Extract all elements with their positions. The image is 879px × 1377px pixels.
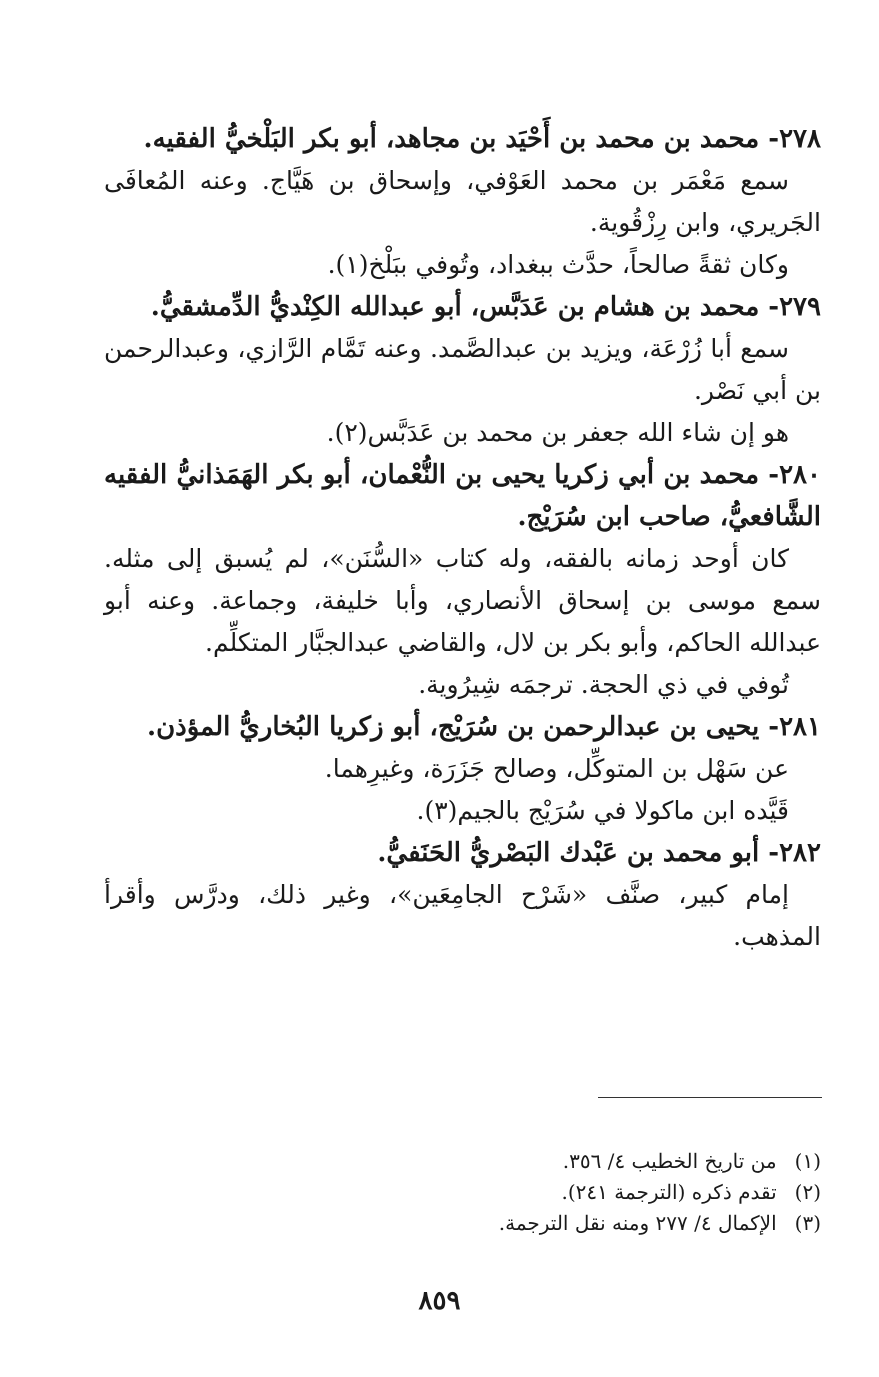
entry-paragraph: كان أوحد زمانه بالفقه، وله كتاب «السُّنَن»، لم يُسبق إلى مثله. سمع موسى بن إسحاق الأنصاري، وأبا خليفة، وجماعة. وعنه أبو عبدالله الحاكم، وأبو بكر بن لال، والقاضي عبدالجبَّار المتكلِّم. xyxy=(104,544,821,657)
footnote-number: (٢) xyxy=(794,1180,821,1204)
footnote-number: (٣) xyxy=(794,1211,821,1235)
biography-entry xyxy=(104,706,821,832)
entry-heading: ٢٨٠- محمد بن أبي زكريا يحيى بن النُّعْمان، أبو بكر الهَمَذانيُّ الفقيه الشَّافعيُّ، صاحب ابن سُرَيْج. xyxy=(104,460,821,532)
main-text xyxy=(104,118,821,958)
footnote xyxy=(104,1208,821,1239)
biography-entry xyxy=(104,832,821,958)
footnotes xyxy=(104,1146,821,1239)
entry-paragraph: تُوفي في ذي الحجة. ترجمَه شِيرُوية. xyxy=(418,670,789,699)
entry-heading: ٢٨١- يحيى بن عبدالرحمن بن سُرَيْج، أبو زكريا البُخاريُّ المؤذن. xyxy=(147,712,821,742)
entry-paragraph: سمع أبا زُرْعَة، ويزيد بن عبدالصَّمد. وعنه تَمَّام الرَّازي، وعبدالرحمن بن أبي نَصْر. xyxy=(104,334,821,405)
entry-heading: ٢٧٨- محمد بن محمد بن أَحْيَد بن مجاهد، أبو بكر البَلْخيُّ الفقيه. xyxy=(143,124,821,154)
footnote xyxy=(104,1177,821,1208)
entry-heading: ٢٧٩- محمد بن هشام بن عَدَبَّس، أبو عبدالله الكِنْديُّ الدِّمشقيُّ. xyxy=(150,292,821,322)
footnote-text: تقدم ذكره (الترجمة ٢٤١). xyxy=(561,1180,777,1204)
footnote-divider xyxy=(598,1097,822,1098)
entry-heading: ٢٨٢- أبو محمد بن عَبْدك البَصْريُّ الحَنَفيُّ. xyxy=(377,838,821,868)
footnote-number: (١) xyxy=(794,1149,821,1173)
entry-paragraph: سمع مَعْمَر بن محمد العَوْفي، وإسحاق بن هَيَّاج. وعنه المُعافَى الجَريري، وابن رِزْقُوية. xyxy=(104,166,821,237)
footnote-text: الإكمال ٤/ ٢٧٧ ومنه نقل الترجمة. xyxy=(498,1211,777,1235)
footnote-text: من تاريخ الخطيب ٤/ ٣٥٦. xyxy=(562,1149,777,1173)
biography-entry xyxy=(104,286,821,454)
page-number: ٨٥٩ xyxy=(418,1286,461,1316)
entry-paragraph: إمام كبير، صنَّف «شَرْح الجامِعَين»، وغير ذلك، ودرَّس وأقرأ المذهب. xyxy=(104,880,821,951)
biography-entry xyxy=(104,118,821,286)
entry-paragraph: قَيَّده ابن ماكولا في سُرَيْج بالجيم(٣). xyxy=(416,796,789,825)
entry-paragraph: عن سَهْل بن المتوكِّل، وصالح جَزَرَة، وغيرِهما. xyxy=(324,754,789,783)
biography-entry xyxy=(104,454,821,706)
footnote xyxy=(104,1146,821,1177)
entry-paragraph: هو إن شاء الله جعفر بن محمد بن عَدَبَّس(٢). xyxy=(326,418,789,447)
entry-paragraph: وكان ثقةً صالحاً، حدَّث ببغداد، وتُوفي ببَلْخ(١). xyxy=(327,250,789,279)
